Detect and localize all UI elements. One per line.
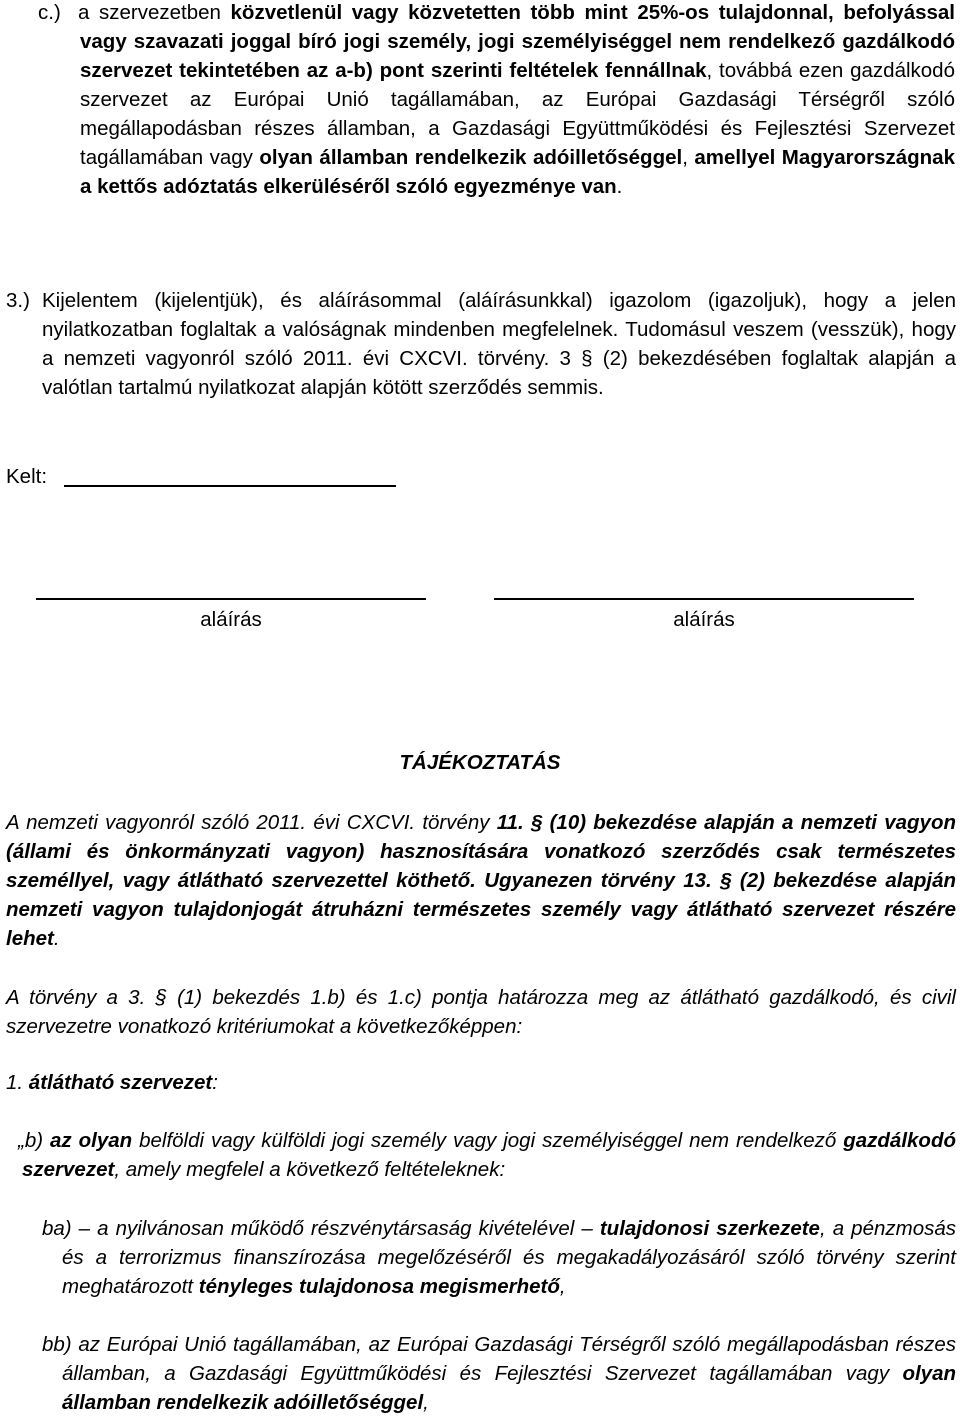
signature-line-1 — [36, 598, 426, 600]
signature-label-2: aláírás — [673, 608, 735, 631]
text-run: „b) — [18, 1129, 50, 1152]
item-c-text — [80, 0, 955, 201]
text-run: A törvény a 3. § (1) bekezdés 1.b) és 1.c) pontja határozza meg az átlátható gazdálkodó, és civil szervezetre vonatkozó kritériumokat a következőképpen: — [6, 986, 956, 1038]
info-paragraph-2 — [6, 983, 956, 1041]
signature-line-2 — [494, 598, 914, 600]
text-run: , — [682, 146, 695, 169]
kelt-label: Kelt: — [6, 465, 48, 488]
text-run: ba) – a nyilvánosan működő részvénytársaság kivételével – — [42, 1217, 600, 1240]
text-run: átlátható szervezet — [28, 1071, 213, 1094]
item-3-number: 3.) — [6, 289, 30, 312]
signature-label-1: aláírás — [200, 608, 262, 631]
item-3-text — [42, 286, 956, 402]
kelt-date-line — [64, 485, 396, 487]
info-paragraph-4 — [18, 1126, 956, 1184]
text-run: . — [53, 927, 60, 950]
text-run: : — [212, 1071, 218, 1094]
text-run: Kijelentem (kijelentjük), és aláírásommal (aláírásunkkal) igazolom (igazoljuk), hogy a jelen nyilatkozatban foglaltak a valóságnak mindenben megfelelnek. Tudomásul veszem (vesszük), hogy a nemzeti vagyonról szóló 2011. évi CXCVI. törvény. 3 § (2) bekezdésében foglaltak alapján a valótlan tartalmú nyilatkozat alapján kötött szerződés semmis. — [42, 289, 956, 399]
text-run: gazdálkodó szervezet — [22, 1129, 956, 1181]
info-title: TÁJÉKOZTATÁS — [399, 751, 561, 774]
text-run: , — [559, 1275, 566, 1298]
text-run: amellyel Magyarországnak a kettős adóztatás elkerüléséről szóló egyezménye van — [80, 146, 955, 198]
text-run: , — [423, 1391, 429, 1414]
info-paragraph-3 — [6, 1068, 956, 1097]
text-run: tulajdonosi szerkezete — [599, 1217, 820, 1240]
info-paragraph-1 — [6, 808, 956, 953]
text-run: bb) az Európai Unió tagállamában, az Európai Gazdasági Térségről szóló megállapodásban részes államban, a Gazdasági Együttműködési és Fejlesztési Szervezet tagállamában vagy — [42, 1333, 956, 1385]
text-run: A nemzeti vagyonról szóló 2011. évi CXCVI. törvény — [6, 811, 497, 834]
text-run: , a pénzmosás és a terrorizmus finanszírozása megelőzéséről és megakadályozásáról szóló törvény szerint meghatározott — [62, 1217, 957, 1298]
text-run: tényleges tulajdonosa megismerhető — [198, 1275, 560, 1298]
text-run: a szervezetben — [78, 1, 231, 24]
text-run: közvetlenül vagy közvetetten több mint 25%-os tulajdonnal, befolyással vagy szavazati joggal bíró jogi személy, jogi személyiséggel nem rendelkező gazdálkodó szervezet tekintetében az a-b) pont szerinti feltételek fennállnak — [80, 1, 955, 82]
text-run: 11. § (10) bekezdése alapján a nemzeti vagyon (állami és önkormányzati vagyon) hasznosítására vonatkozó szerződés csak természetes személlyel, vagy átlátható szervezettel köthető. Ugyanezen törvény 13. § (2) bekezdése alapján nemzeti vagyon tulajdonjogát átruházni természetes személy vagy átlátható szervezet részére lehet — [6, 811, 956, 950]
item-c-number: c.) — [38, 1, 61, 24]
text-run: az olyan — [50, 1129, 133, 1152]
text-run: olyan államban rendelkezik adóilletőséggel — [62, 1362, 956, 1414]
text-run: , amely megfelel a következő feltételeknek: — [114, 1158, 506, 1181]
text-run: 1. — [6, 1071, 29, 1094]
text-run: , továbbá ezen gazdálkodó szervezet az Európai Unió tagállamában, az Európai Gazdasági Térségről szóló megállapodásban részes államban, a Gazdasági Együttműködési és Fejlesztési Szervezet tagállamában vagy — [80, 59, 955, 169]
info-item-ba — [42, 1214, 957, 1301]
text-run: olyan államban rendelkezik adóilletőséggel — [259, 146, 683, 169]
text-run: . — [616, 175, 623, 198]
text-run: belföldi vagy külföldi jogi személy vagy jogi személyiséggel nem rendelkező — [132, 1129, 844, 1152]
info-item-bb — [42, 1330, 956, 1417]
